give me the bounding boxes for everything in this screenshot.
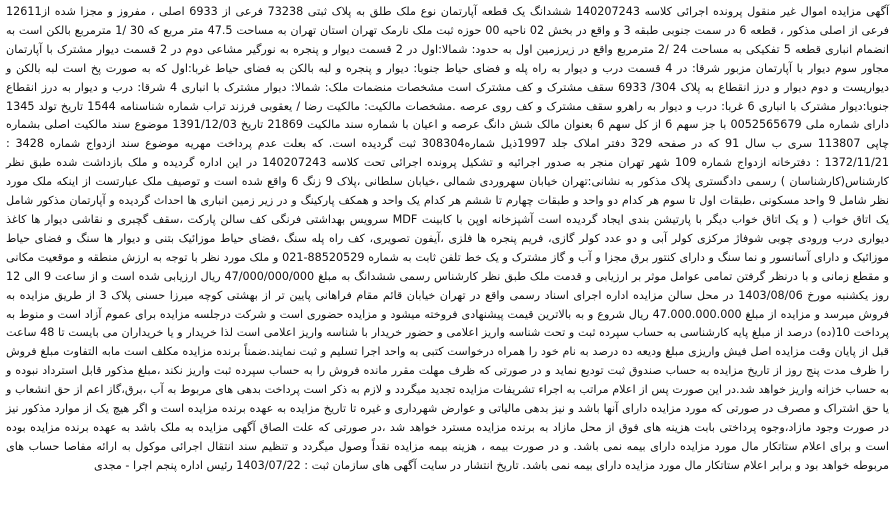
notice-body	[6, 3, 889, 476]
publication-footer: تاریخ انتشار در سایت آگهی های سازمان ثبت : 1403/07/22 رئیس اداره پنجم اجرا - مجدی	[93, 458, 519, 472]
notice-body-text: آگهی مزایده اموال غیر منقول پرونده اجرائی کلاسه 140207243 ششدانگ یک قطعه آپارتمان نوع ملک طلق به پلاک ثبتی 73238 فرعی از 6933 اصلی ، مفروز و مجزا شده از12611 فرعی از اصلی مذکور ، قطعه 6 در سمت جنوبی طبقه 3 و واقع در بخش 02 ناحیه 00 حوزه ثبت ملک نارمک تهران استان تهران به مساحت 47.5 متر مربع که 30 /1 مترمربع بالکن است به انضمام انباری قطعه 5 تفکیکی به مساحت 24 /2 مترمربع واقع در زیرزمین اول به حدود: شمالا:اول در 2 قسمت دیوار و پنجره به نورگیر مشاعی دوم در 2 قسمت دیوار مشترک با آپارتمان مجاور سوم دیوار با آپارتمان مزبور شرقا: در 4 قسمت درب و دیوار به راه پله و فضای حیاط جنوبا: دیوار و پنجره و لبه بالکن به فضای حیاط غربا:اول که به صورت پخ است لبه بالکن و دیواریست و دوم دیوار و درز انقطاع به پلاک 304/ 6933 سقف مشترک و کف مشترک است مشخصات منضمات ملک: شمالا: دیوار مشترک با انباری 4 شرقا: درب و دیوار به درز انقطاع جنوبا:دیوار مشترک با انباری 6 غربا: درب و دیوار به راهرو سقف مشترک و کف روی عرصه .مشخصات مالکیت: مالکیت رضا / یعقوبی فرزند تراب شماره شناسنامه 1544 تاریخ تولد 1345 دارای شماره ملی 0052565679 با جز سهم 6 از کل سهم 6 بعنوان مالک شش دانگ عرصه و اعیان با شماره سند مالکیت 21869 تاریخ 1391/12/03 موضوع سند مالکیت اصلی بشماره چاپی 113807 سری ب سال 91 که در صفحه 329 دفتر املاک جلد 1997ذیل شماره308304 ثبت گردیده است. که بعلت عدم پرداخت مهریه موضوع سند ازدواج شماره 3428 : 1372/11/21 : دفترخانه ازدواج شماره 109 شهر تهران منجر به صدور اجرائیه و تشکیل پرونده اجرائی تحت کلاسه 140207243 در این اداره گردیده و ملک بازداشت شده طبق نظر کارشناس(کارشناسان ) رسمی دادگستری پلاک مذکور به نشانی:تهران خیابان سهروردی شمالی ،خیابان سلطانی ،پلاک 9 زنگ 6 واقع شده است و توصیف ملک عبارتست از اینکه ملک مورد نظر شامل 9 واحد مسکونی ،طبقات اول تا سوم هر کدام دو واحد و طبقات چهارم تا ششم هر کدام یک واحد و همکف پارکینگ و در زیر زمین انباری ها احداث گردیده و آپارتمان مذکور شامل یک اتاق خواب ( و یک اتاق خواب دیگر با پارتیشن بندی ایجاد گردیده است آشپزخانه اوپن با کابینت MDF سرویس بهداشتی فرنگی کف سالن پارکت ،سقف گچبری و نقاشی دیوار ها کاغذ دیواری درب ورودی چوبی شوفاژ مرکزی کولر آبی و دو عدد کولر گازی، فریم پنجره ها فلزی ،آیفون تصویری، کف راه پله سنگ ،فضای حیاط موزائیک بتنی و دیوار ها سنگ و فضای حیاط موزائیک و دارای آسانسور و نما سنگ و دارای کنتور برق مجزا و آب و گاز مشترک و یک خط تلفن ثابت به شماره 88520529-021 و ملک مورد نظر با توجه به ارزش منطقه و موقعیت مکانی و مقطع زمانی و با درنظر گرفتن تمامی عوامل موثر بر ارزیابی و قدمت ملک طبق نظر کارشناس رسمی ششدانگ به مبلغ 47/000/000/000 ریال ارزیابی شده است و از ساعت 9 الی 12 روز یکشنبه مورخ 1403/08/06 در محل سالن مزایده اداره اجرای اسناد رسمی واقع در تهران خیابان قائم مقام فراهانی پایین تر از بهشتی کوچه میرزا حسنی پلاک 3 از طریق مزایده به فروش میرسد و مزایده از مبلغ 47.000.000.000 ریال شروع و به بالاترین قیمت پیشنهادی فروخته میشود و مزایده حضوری است و شرکت درجلسه مزایده برای عموم آزاد است و منوط به پرداخت 10(ده) درصد از مبلغ پایه کارشناسی به حساب سپرده ثبت و تحت شناسه واریز اعلامی و حضور خریدار با شناسه واریز اعلامی است لذا خریدار و یا خریداران می بایست تا 48 ساعت قبل از پایان وقت مزایده اصل فیش واریزی مبلغ ودیعه ده درصد به نام خود را همراه درخواست کتبی به واحد اجرا تسلیم و ثبت نمایند.ضمناً برنده مزایده مکلف است مابه التفاوت مبلغ فروش را ظرف مدت پنج روز از تاریخ مزایده به حساب صندوق ثبت تودیع نماید و در صورتی که ظرف مهلت مقرر مانده فروش را به حساب سپرده ثبت واریز نکند ،مبلغ مذکور قابل استرداد نبوده و به حساب خزانه واریز خواهد شد.در این صورت پس از اعلام مراتب به اجراء تشریفات مزایده تجدید میگردد و لازم به ذکر است پرداخت بدهی های مربوط به آب ،برق،گاز اعم از حق انشعاب و یا حق اشتراک و مصرف در صورتی که مورد مزایده دارای آنها باشد و نیز بدهی مالیاتی و عوارض شهرداری و غیره تا تاریخ مزایده به عهده برنده مزایده است و اگر هیچ یک از موارد مذکور نیز در صورت وجود مازاد،وجوه پرداختی بابت هزینه های فوق از محل مازاد به برنده مزایده مسترد خواهد شد ،در صورتی که علت الصاق آگهی مزایده به ملک باشد به عهده برنده مزایده بوده است و برای اعلام ستاتکار مال مورد مزایده دارای بیمه نمی باشد. و در صورت بیمه ، هزینه بیمه مزایده نقداً وصول میگردد و تنظیم سند انتقال اجرائی موکول به ارائه مفاصا حساب های مربوطه خواهد بود و برابر اعلام ستاتکار مال مورد مزایده دارای بیمه نمی باشد.	[6, 5, 890, 472]
